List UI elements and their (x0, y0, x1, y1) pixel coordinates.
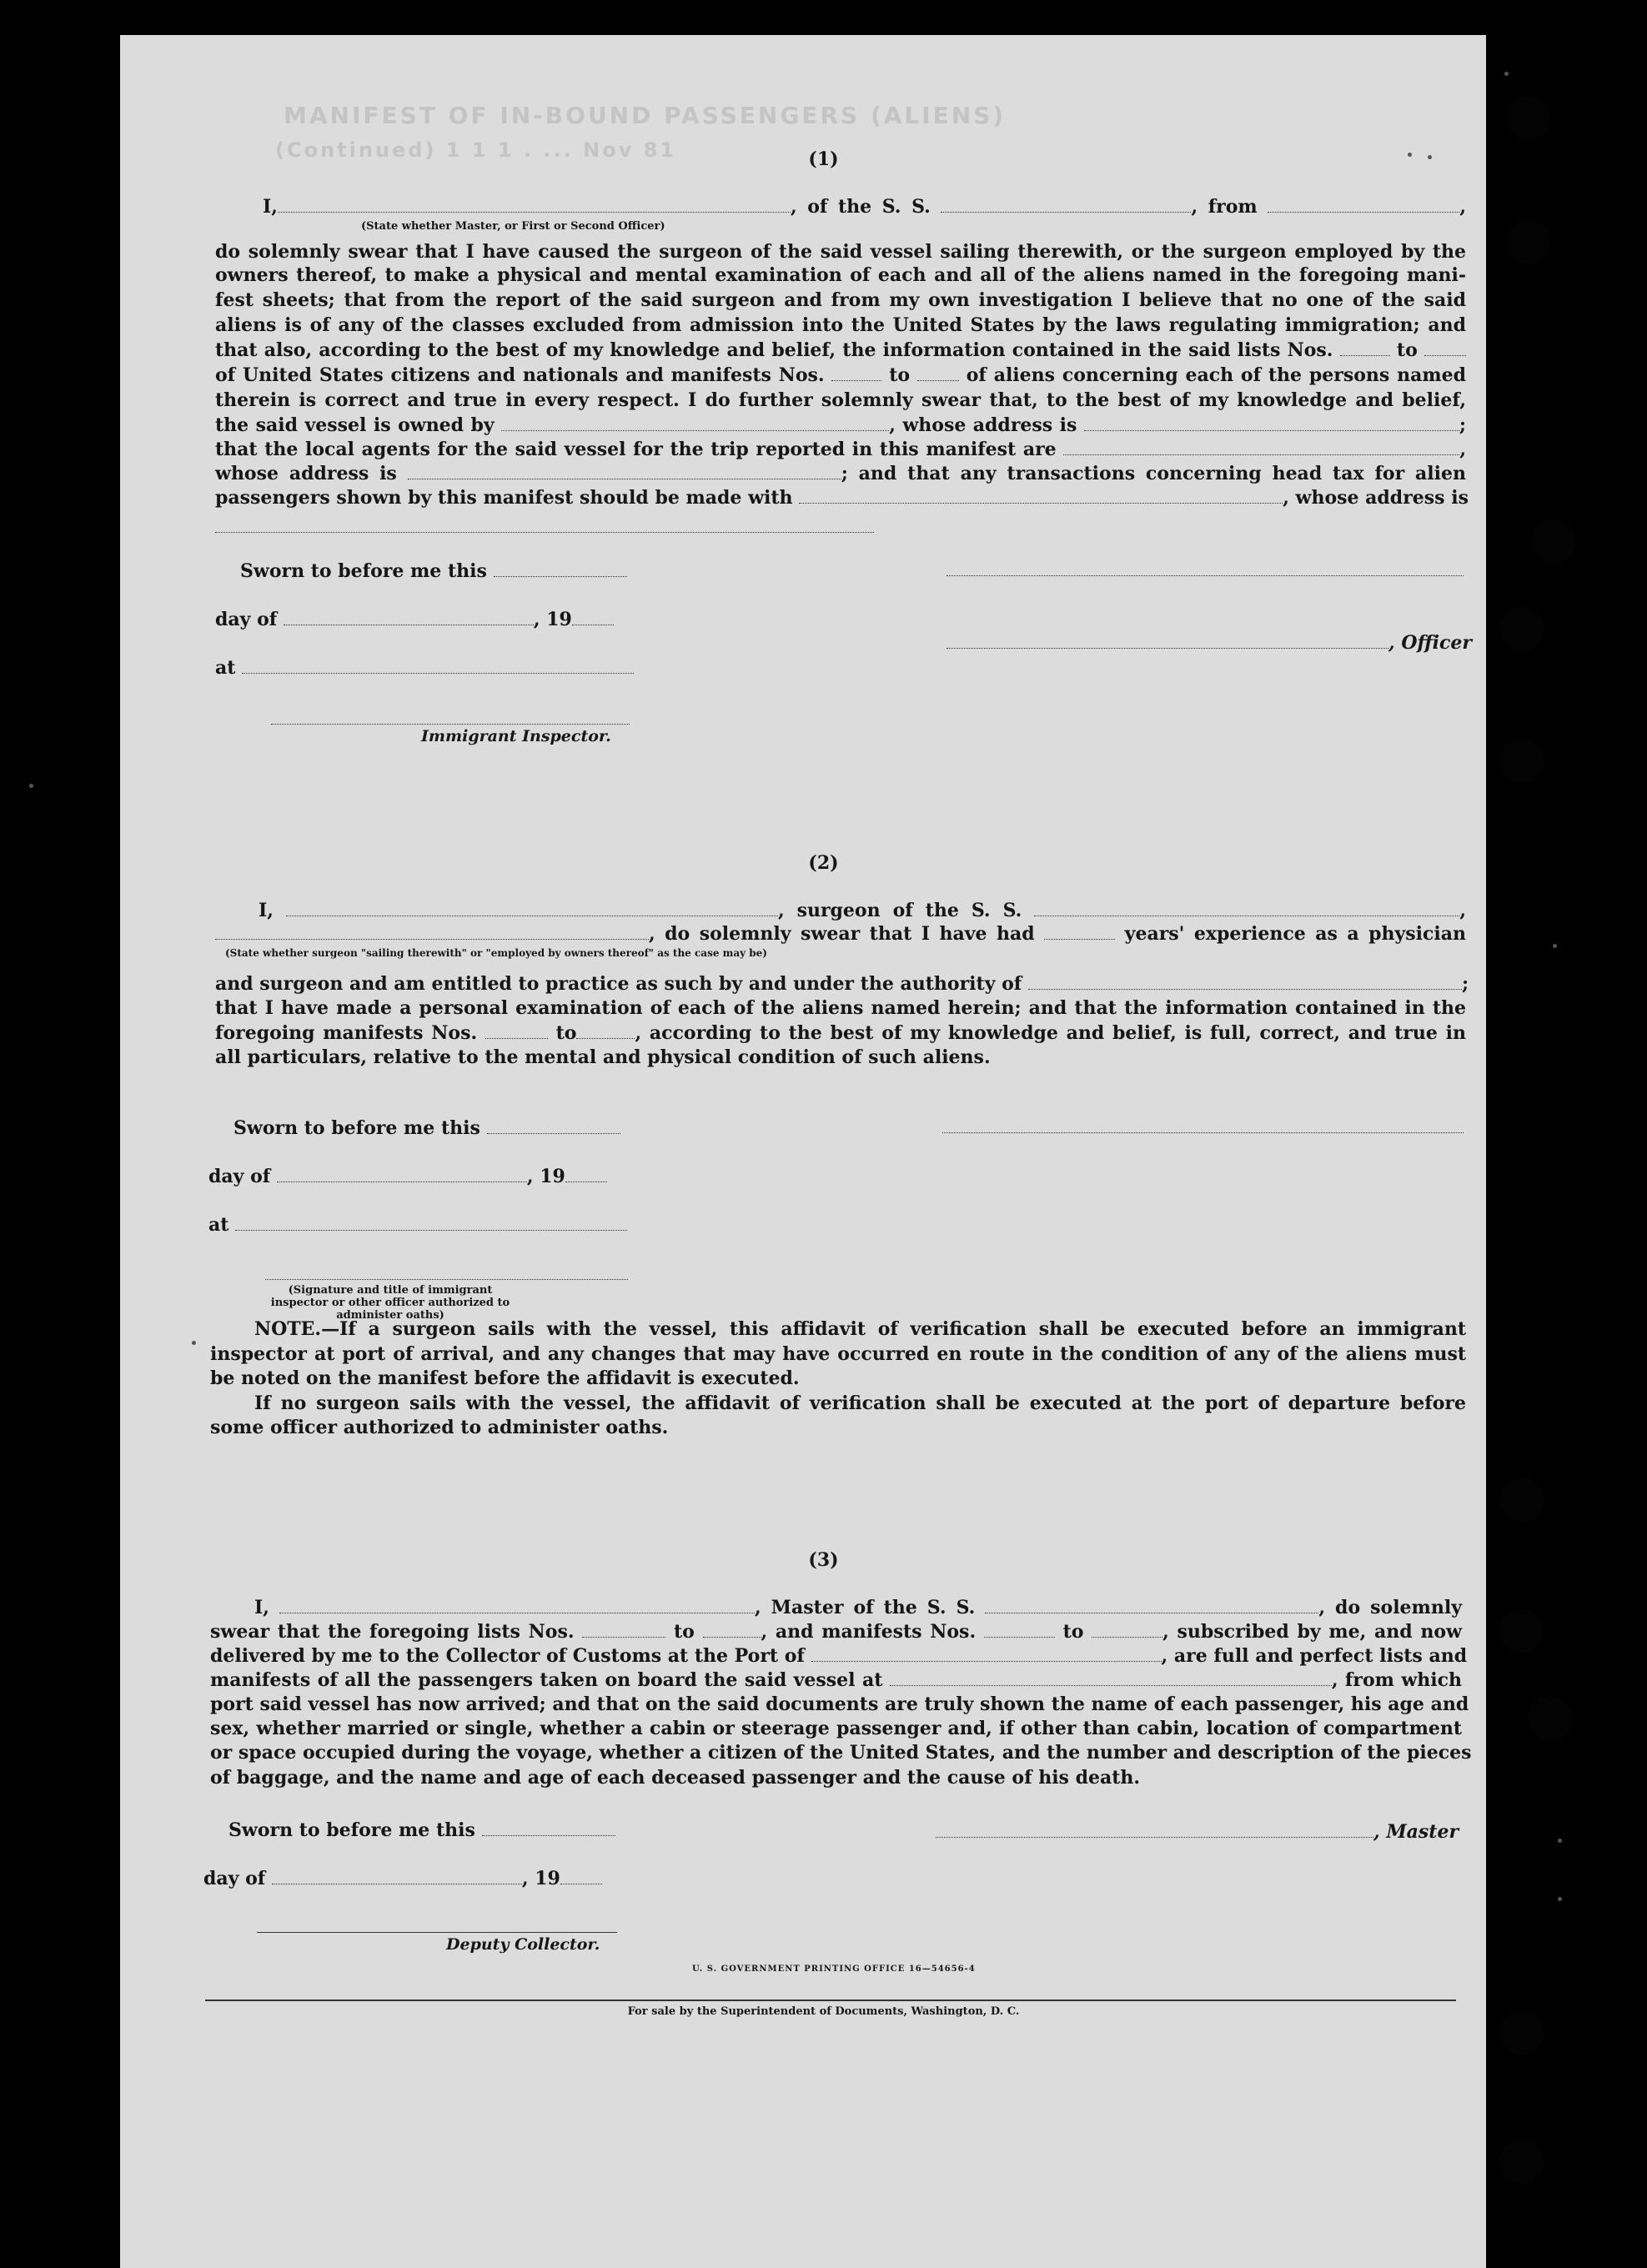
s1-line-8: therein is correct and true in every respect. I do further solemnly swear that, to the best of my knowledge and belief, (215, 389, 1466, 411)
s3-sworn-day-field[interactable] (482, 1820, 615, 1836)
section-2-number: (2) (808, 852, 839, 874)
s2-note-line-1: NOTE.—If a surgeon sails with the vessel, this affidavit of verification shall be executed before an immigrant (254, 1318, 1466, 1340)
master-signature-line[interactable] (936, 1822, 1373, 1838)
punch-hole (1499, 739, 1544, 784)
punch-hole (1528, 1696, 1573, 1741)
s1-at-label: at (215, 657, 634, 679)
manifests-from-field[interactable] (831, 365, 881, 381)
punch-hole (1531, 519, 1576, 564)
s3-day-of-label: day of , 19 (203, 1868, 602, 1889)
s2-line-1: I, , surgeon of the S. S. , (259, 900, 1466, 921)
punch-hole (1506, 96, 1551, 141)
s2-note-line-5: some officer authorized to administer oaths. (210, 1417, 669, 1438)
surgeon-name-field[interactable] (286, 901, 778, 916)
s2-month-field[interactable] (277, 1167, 527, 1182)
s2-signature-line[interactable] (265, 1279, 628, 1280)
s3-year-field[interactable] (560, 1869, 602, 1884)
s2-line-4: that I have made a personal examination of each of the aliens named herein; and that the information contained in the (215, 997, 1466, 1019)
s2-line-5: foregoing manifests Nos. to , according to the best of my knowledge and belief, is full, correct, and true in (215, 1022, 1466, 1044)
s3-line-5: port said vessel has now arrived; and that on the said documents are truly shown the name of each passenger, his age and (210, 1693, 1469, 1715)
head-tax-contact-field[interactable] (799, 488, 1283, 504)
s2-line-6: all particulars, relative to the mental and physical condition of such aliens. (215, 1046, 991, 1068)
owner-address-field[interactable] (1084, 415, 1459, 431)
vessel-owner-field[interactable] (501, 415, 889, 431)
s2-manifests-from-field[interactable] (485, 1023, 548, 1039)
deputy-collector-signature-line[interactable] (257, 1932, 617, 1933)
officer-signature-line-2[interactable] (947, 633, 1388, 649)
s2-place-field[interactable] (235, 1215, 627, 1231)
gpo-imprint: U. S. GOVERNMENT PRINTING OFFICE 16—54656-4 (692, 1964, 976, 1974)
s2-line-2: , do solemnly swear that I have had years' experience as a physician (215, 922, 1466, 946)
port-of-embarkation-field[interactable] (890, 1670, 1332, 1686)
s2-year-field[interactable] (565, 1167, 607, 1182)
s1-line-6: that also, according to the best of my knowledge and belief, the information contained in the said lists Nos. to (215, 339, 1466, 362)
punch-hole (1506, 219, 1551, 264)
punch-hole (1499, 1608, 1544, 1653)
s3-master-name-field[interactable] (279, 1598, 755, 1613)
s3-line-3: delivered by me to the Collector of Customs at the Port of , are full and perfect lists and (210, 1645, 1468, 1667)
s2-vessel-field[interactable] (1034, 901, 1459, 916)
s3-lists-to-field[interactable] (703, 1622, 761, 1638)
s2-sworn-label: Sworn to before me this (233, 1117, 620, 1139)
punch-hole (1499, 2139, 1544, 2184)
s1-line-7: of United States citizens and nationals and manifests Nos. to of aliens concerning each of the persons named (215, 364, 1466, 386)
surgeon-signature-line[interactable] (942, 1132, 1464, 1133)
master-name-field[interactable] (278, 197, 791, 213)
lists-to-field[interactable] (1424, 340, 1466, 356)
s2-note-line-2: inspector at port of arrival, and any changes that may have occurred en route in the condition of any of the aliens must (210, 1343, 1466, 1365)
s3-line-4: manifests of all the passengers taken on board the said vessel at , from which (210, 1669, 1462, 1691)
s1-sworn-day-field[interactable] (494, 561, 627, 577)
s2-day-of-label: day of , 19 (208, 1166, 607, 1187)
s2-at-label: at (208, 1214, 627, 1236)
authority-field[interactable] (1028, 974, 1462, 990)
s3-sworn-label: Sworn to before me this (228, 1819, 615, 1841)
s2-sworn-day-field[interactable] (487, 1118, 620, 1134)
s3-vessel-field[interactable] (985, 1598, 1318, 1613)
s1-day-of-label: day of , 19 (215, 609, 614, 630)
manifests-to-field[interactable] (917, 365, 959, 381)
section-1-number: (1) (808, 148, 839, 170)
s2-signature-caption: (Signature and title of immigrant inspector or other officer authorized to administer oaths) (270, 1284, 510, 1322)
s1-line-3: owners thereof, to make a physical and mental examination of each and all of the aliens named in the foregoing mani- (215, 264, 1466, 286)
master-signature-row: , Master (936, 1821, 1459, 1843)
s3-manifests-from-field[interactable] (984, 1622, 1055, 1638)
faded-manifest-header: MANIFEST OF IN-BOUND PASSENGERS (ALIENS) (284, 102, 1007, 129)
s2-manifests-to-field[interactable] (576, 1023, 635, 1039)
surgeon-note: (State whether surgeon "sailing therewith" or "employed by owners thereof" as the case may be) (225, 947, 767, 959)
s1-year-field[interactable] (572, 610, 614, 625)
s3-line-6: sex, whether married or single, whether a cabin or steerage passenger and, if other than cabin, location of compartment (210, 1718, 1462, 1739)
s3-manifests-to-field[interactable] (1092, 1622, 1162, 1638)
s2-line-3: and surgeon and am entitled to practice as such by and under the authority of ; (215, 973, 1469, 995)
s1-line-5: aliens is of any of the classes excluded from admission into the United States by the laws regulating immigration; and (215, 314, 1466, 336)
deputy-collector-caption: Deputy Collector. (446, 1935, 600, 1954)
vessel-name-field[interactable] (941, 197, 1191, 213)
s3-line-8: of baggage, and the name and age of each deceased passenger and the cause of his death. (210, 1767, 1141, 1789)
inspector-signature-line[interactable] (271, 724, 630, 725)
s1-sworn-label: Sworn to before me this (240, 560, 627, 582)
faded-header-subline: (Continued) 1 1 1 . ... Nov 81 (275, 138, 677, 162)
punch-hole (1499, 1478, 1544, 1523)
s1-line-2: do solemnly swear that I have caused the surgeon of the said vessel sailing therewith, or the surgeon employed by the (215, 241, 1466, 263)
s1-line-1: I, , of the S. S. , from , (263, 196, 1466, 218)
years-experience-field[interactable] (1044, 924, 1115, 940)
local-agents-field[interactable] (1063, 439, 1459, 455)
s3-month-field[interactable] (272, 1869, 522, 1884)
s1-line-9: the said vessel is owned by , whose address is ; (215, 414, 1467, 436)
port-of-customs-field[interactable] (811, 1646, 1162, 1662)
footer-sale-notice: For sale by the Superintendent of Documents, Washington, D. C. (627, 2005, 1020, 2018)
officer-signature-line-1[interactable] (947, 575, 1464, 576)
s1-line-4: fest sheets; that from the report of the said surgeon and from my own investigation I believe that no one of the said (215, 289, 1466, 311)
port-from-field[interactable] (1268, 197, 1459, 213)
s1-place-field[interactable] (242, 658, 634, 674)
punch-hole (1499, 607, 1544, 652)
s2-note-line-4: If no surgeon sails with the vessel, the affidavit of verification shall be executed at the port of departure before (254, 1392, 1466, 1414)
officer-note: (State whether Master, or First or Second Officer) (361, 220, 665, 233)
s3-line-7: or space occupied during the voyage, whether a citizen of the United States, and the number and description of the pieces (210, 1742, 1472, 1764)
agents-address-field[interactable] (408, 464, 841, 479)
s1-month-field[interactable] (284, 610, 534, 625)
s3-line-2: swear that the foregoing lists Nos. to , and manifests Nos. to , subscribed by me, and now (210, 1621, 1463, 1643)
section-3-number: (3) (808, 1549, 839, 1571)
s3-line-1: I, , Master of the S. S. , do solemnly (254, 1597, 1462, 1618)
immigrant-inspector-caption: Immigrant Inspector. (421, 727, 611, 745)
s1-line-12: passengers shown by this manifest should be made with , whose address is (215, 487, 1469, 509)
s1-line-11: whose address is ; and that any transactions concerning head tax for alien (215, 463, 1466, 484)
s3-lists-from-field[interactable] (582, 1622, 665, 1638)
officer-signature-row: , Officer (947, 632, 1472, 654)
s2-note-line-3: be noted on the manifest before the affidavit is executed. (210, 1367, 800, 1389)
head-tax-address-field[interactable] (215, 532, 874, 533)
footer-rule (205, 2000, 1456, 2001)
lists-from-field[interactable] (1340, 340, 1390, 356)
surgeon-status-field[interactable] (215, 924, 649, 940)
s1-line-10: that the local agents for the said vessel for the trip reported in this manifest are , (215, 439, 1466, 460)
